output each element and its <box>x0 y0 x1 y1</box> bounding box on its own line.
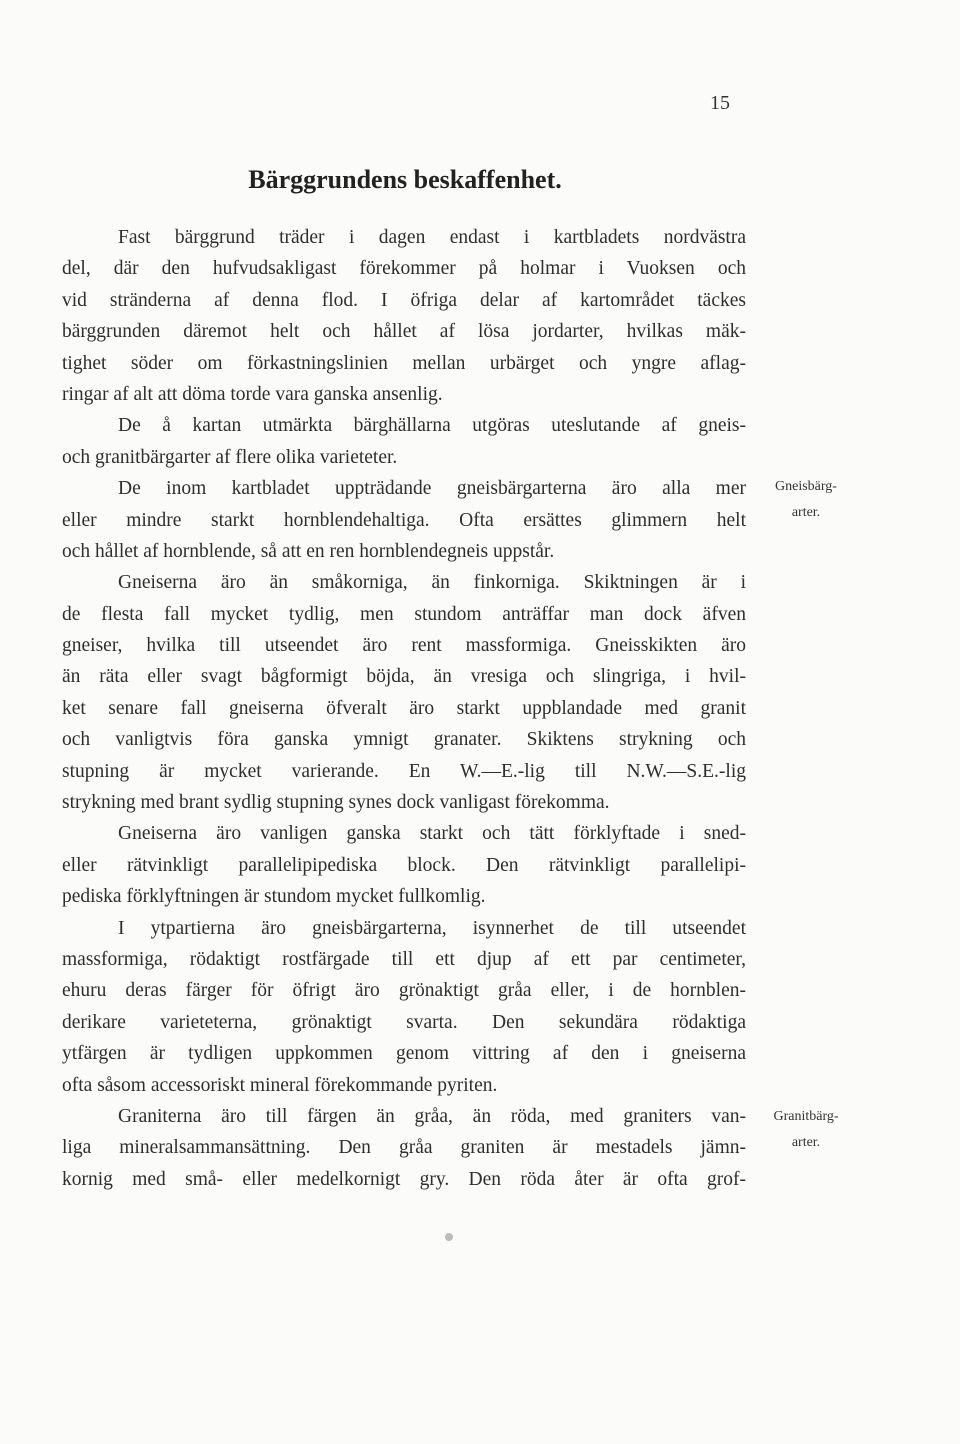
margin-note-gneisbargarter <box>760 474 852 526</box>
text-line: eller mindre starkt hornblendehaltiga. Ofta ersättes glimmern helt <box>62 509 746 531</box>
text-line: Gneiserna äro vanligen ganska starkt och tätt förklyftade i sned- <box>118 823 746 845</box>
text-line: gneiser, hvilka till utseendet äro rent massformiga. Gneisskikten äro <box>62 635 746 657</box>
text-line: och granitbärgarter af flere olika varieteter. <box>62 446 398 468</box>
text-line: Graniterna äro till färgen än gråa, än röda, med graniters van- <box>118 1105 746 1127</box>
ink-speck <box>445 1233 453 1241</box>
text-line: De inom kartbladet uppträdande gneisbärgarterna äro alla mer <box>118 478 746 500</box>
text-line: eller rätvinkligt parallelipipediska block. Den rätvinkligt parallelipi- <box>62 854 746 876</box>
text-line: massformiga, rödaktigt rostfärgade till ett djup af ett par centimeter, <box>62 948 746 970</box>
text-line: tighet söder om förkastningslinien mellan urbärget och yngre aflag- <box>62 352 746 374</box>
text-line: ringar af alt att döma torde vara ganska ansenlig. <box>62 383 443 405</box>
text-line: kornig med små- eller medelkornigt gry. Den röda åter är ofta grof- <box>62 1168 746 1190</box>
text-line: derikare varieteterna, grönaktigt svarta. Den sekundära rödaktiga <box>62 1011 746 1033</box>
text-line: strykning med brant sydlig stupning synes dock vanligast förekomma. <box>62 792 610 814</box>
margin-note-line: arter. <box>791 505 821 520</box>
body-text <box>62 222 746 1195</box>
text-line: ehuru deras färger för öfrigt äro grönaktigt gråa eller, i de hornblen- <box>62 980 746 1002</box>
page-number: 15 <box>710 92 730 114</box>
text-line: ket senare fall gneiserna öfveralt äro starkt uppblandade med granit <box>62 697 746 719</box>
text-line: del, där den hufvudsakligast förekommer på holmar i Vuoksen och <box>62 258 746 280</box>
margin-note-line: arter. <box>791 1135 821 1150</box>
section-title: Bärggrundens beskaffenhet. <box>248 165 562 194</box>
text-line: och hållet af hornblende, så att en ren hornblendegneis uppstår. <box>62 540 555 562</box>
text-line: de flesta fall mycket tydlig, men stundom anträffar man dock äfven <box>62 603 746 625</box>
text-line: vid stränderna af denna flod. I öfriga delar af kartområdet täckes <box>62 289 746 311</box>
text-line: Fast bärggrund träder i dagen endast i kartbladets nordvästra <box>118 227 746 248</box>
text-line: pediska förklyftningen är stundom mycket fullkomlig. <box>62 886 486 908</box>
text-line: De å kartan utmärkta bärghällarna utgöras uteslutande af gneis- <box>118 415 746 437</box>
text-line: bärggrunden däremot helt och hållet af lösa jordarter, hvilkas mäk- <box>62 321 746 343</box>
margin-note-granitbargarter <box>760 1104 852 1156</box>
text-line: stupning är mycket varierande. En W.—E.-lig till N.W.—S.E.-lig <box>62 760 746 782</box>
text-line: Gneiserna äro än småkorniga, än finkorniga. Skiktningen är i <box>118 572 746 594</box>
text-line: ytfärgen är tydligen uppkommen genom vittring af den i gneiserna <box>62 1043 746 1065</box>
text-line: och vanligtvis föra ganska ymnigt granater. Skiktens strykning och <box>62 729 746 751</box>
text-line: I ytpartierna äro gneisbärgarterna, isynnerhet de till utseendet <box>118 917 746 939</box>
margin-note-line: Granitbärg- <box>773 1109 839 1124</box>
text-line: liga mineralsammansättning. Den gråa graniten är mestadels jämn- <box>62 1137 746 1159</box>
text-line: ofta såsom accessoriskt mineral förekommande pyriten. <box>62 1074 498 1096</box>
text-line: än räta eller svagt bågformigt böjda, än vresiga och slingriga, i hvil- <box>62 666 746 688</box>
margin-note-line: Gneisbärg- <box>775 479 837 494</box>
